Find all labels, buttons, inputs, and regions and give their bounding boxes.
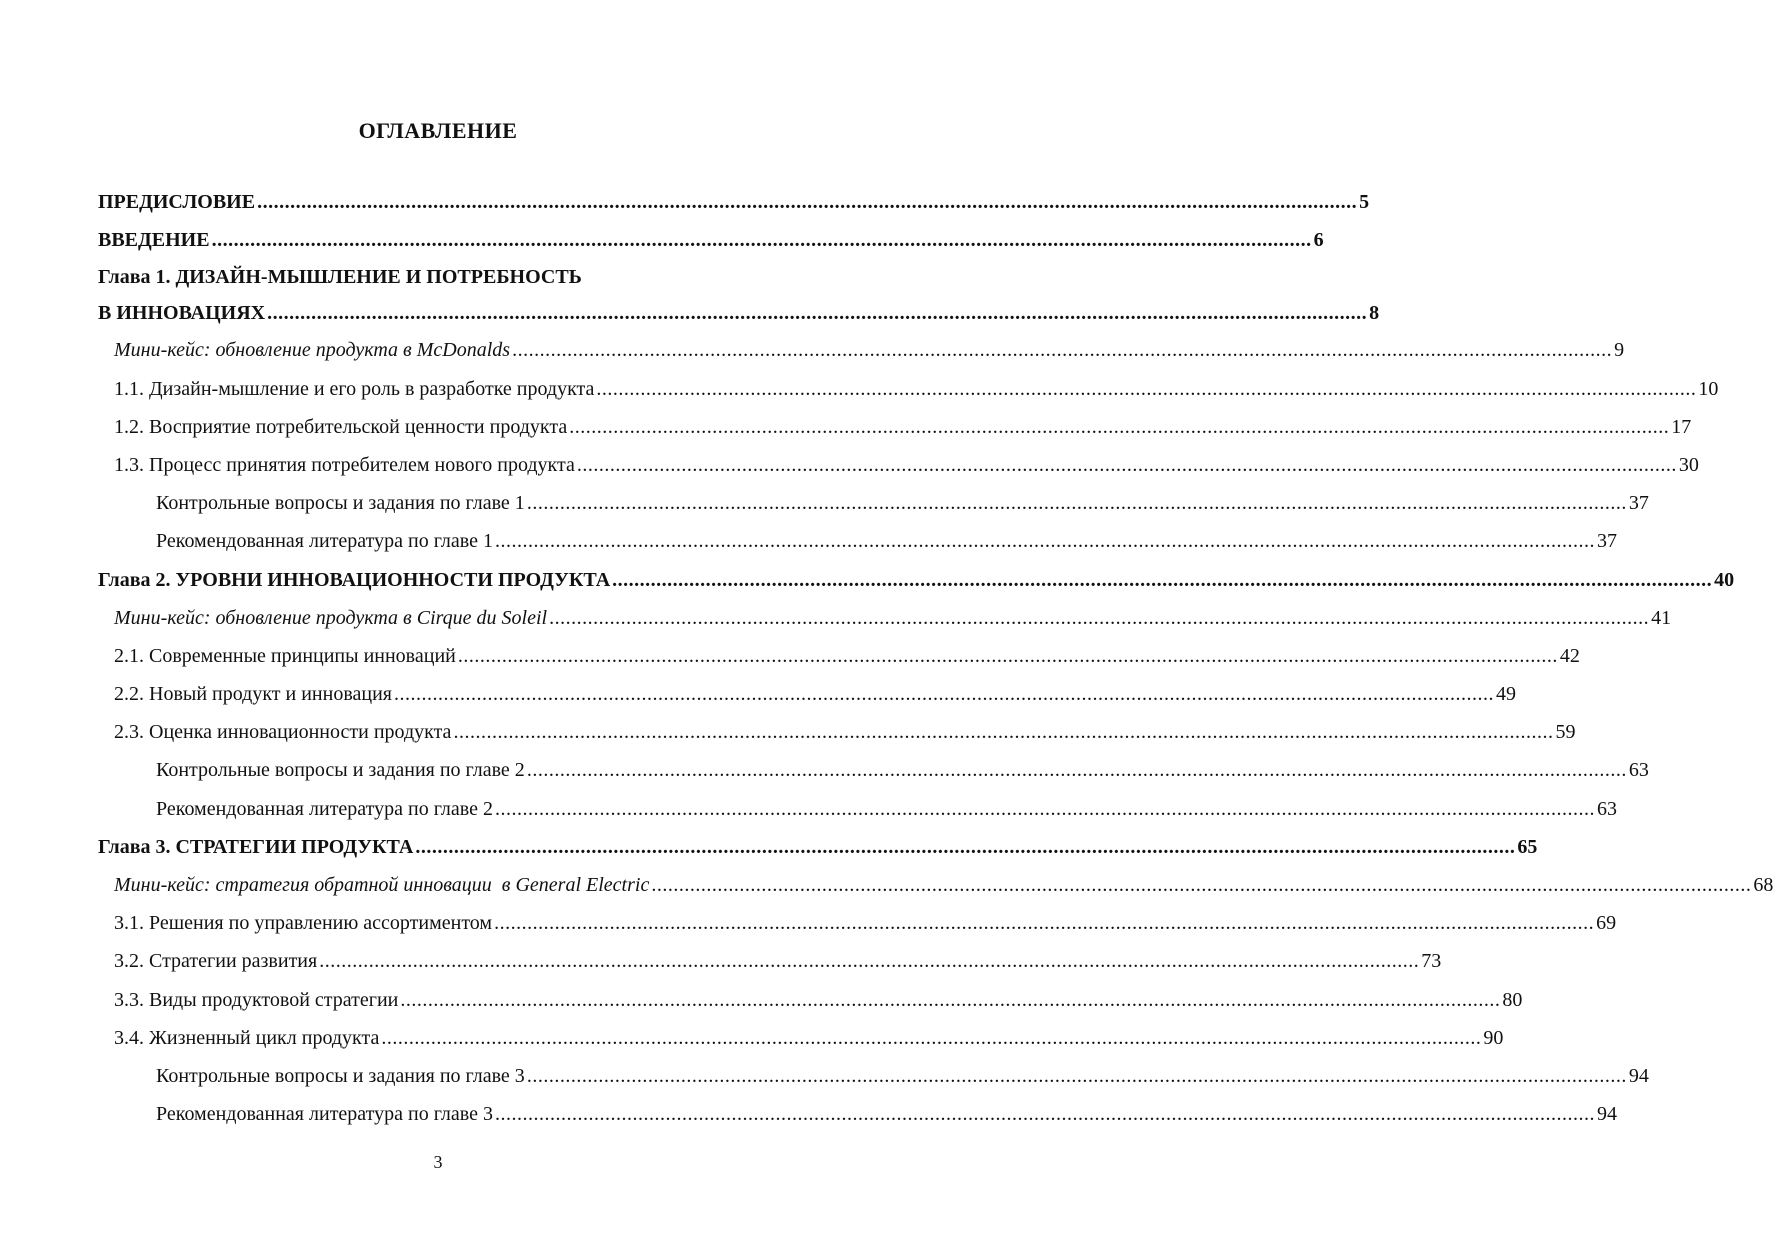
toc-entry-page: 63: [1596, 797, 1617, 820]
toc-entry-title: Рекомендованная литература по главе 1: [156, 530, 493, 553]
toc-entry-page: 69: [1596, 912, 1617, 935]
toc-entry-title: 2.1. Современные принципы инноваций: [114, 644, 456, 667]
toc-entry-page: 73: [1421, 950, 1442, 973]
leader-dots: ........................................................................................................................................................................................................: [400, 988, 1501, 1011]
toc-entry-questions-1[interactable]: [98, 484, 1649, 522]
toc-entry-title: 1.1. Дизайн-мышление и его роль в разработке продукта: [114, 377, 595, 400]
leader-dots: ........................................................................................................................................................................................................: [457, 644, 1558, 667]
leader-dots: ........................................................................................................................................................................................................: [651, 874, 1752, 896]
leader-dots: ........................................................................................................................................................................................................: [576, 453, 1677, 476]
leader-dots: ........................................................................................................................................................................................................: [394, 683, 1494, 706]
leader-dots: ........................................................................................................................................................................................................: [211, 229, 1312, 252]
toc-entry-page: 94: [1628, 1064, 1649, 1087]
toc-entry-title: 3.1. Решения по управлению ассортиментом: [114, 912, 493, 935]
toc-entry-minicase-1[interactable]: [98, 331, 1625, 369]
toc-entry-title: Мини-кейс: обновление продукта в McDonalds: [114, 339, 511, 362]
leader-dots: ........................................................................................................................................................................................................: [526, 1064, 1627, 1087]
toc-entry-title: 1.3. Процесс принятия потребителем нового продукта: [114, 453, 575, 476]
leader-dots: ........................................................................................................................................................................................................: [596, 377, 1697, 400]
toc-entry-title-line1: Глава 1. ДИЗАЙН-МЫШЛЕНИЕ И ПОТРЕБНОСТЬ: [98, 266, 582, 289]
leader-dots: ........................................................................................................................................................................................................: [526, 492, 1627, 515]
toc-entry-page: 59: [1555, 721, 1576, 744]
toc-entry-title: 3.2. Стратегии развития: [114, 950, 318, 973]
toc-entry-page: 90: [1483, 1026, 1504, 1049]
toc-entry-title: Глава 3. СТРАТЕГИИ ПРОДУКТА: [98, 835, 414, 858]
toc-entry-page: 94: [1596, 1103, 1617, 1126]
toc-entry-page: 30: [1678, 453, 1699, 476]
toc-entry-section-1-3[interactable]: [98, 446, 1699, 484]
toc-entry-title: ВВЕДЕНИЕ: [98, 229, 210, 252]
leader-dots: ........................................................................................................................................................................................................: [257, 191, 1358, 213]
toc-entry-page: 41: [1651, 606, 1672, 629]
toc-entry-page: 65: [1517, 835, 1538, 858]
toc-entry-introduction[interactable]: [98, 221, 1324, 259]
toc-entry-title: Рекомендованная литература по главе 3: [156, 1103, 493, 1126]
leader-dots: ........................................................................................................................................................................................................: [453, 721, 1554, 744]
leader-dots: ........................................................................................................................................................................................................: [512, 339, 1613, 362]
leader-dots: ........................................................................................................................................................................................................: [319, 950, 1420, 973]
toc-entry-literature-2[interactable]: [98, 790, 1617, 828]
toc-entry-minicase-2[interactable]: [98, 599, 1672, 637]
toc-entry-page: 5: [1359, 191, 1370, 213]
page-number: 3: [433, 1152, 443, 1172]
leader-dots: ........................................................................................................................................................................................................: [415, 835, 1516, 858]
toc-entry-section-3-4[interactable]: [98, 1019, 1504, 1057]
leader-dots: ........................................................................................................................................................................................................: [267, 302, 1368, 325]
toc-entry-literature-1[interactable]: [98, 522, 1617, 560]
toc-entry-title: 3.3. Виды продуктовой стратегии: [114, 988, 399, 1011]
toc-entry-page: 8: [1369, 302, 1380, 325]
toc-entry-title: Контрольные вопросы и задания по главе 3: [156, 1064, 525, 1087]
toc-entry-page: 6: [1313, 229, 1324, 252]
leader-dots: ........................................................................................................................................................................................................: [494, 530, 1595, 553]
toc-entry-section-1-2[interactable]: [98, 408, 1692, 446]
toc-entry-title: Контрольные вопросы и задания по главе 1: [156, 492, 525, 515]
toc-entry-chapter-1[interactable]: [98, 259, 1380, 331]
toc-entry-preface[interactable]: [98, 183, 1370, 221]
toc-entry-page: 10: [1698, 377, 1719, 400]
toc-entry-title: Глава 2. УРОВНИ ИННОВАЦИОННОСТИ ПРОДУКТА: [98, 568, 611, 591]
toc-entry-section-3-1[interactable]: [98, 904, 1617, 942]
leader-dots: ........................................................................................................................................................................................................: [381, 1026, 1482, 1049]
toc-entry-page: 9: [1614, 339, 1625, 362]
toc-entry-section-1-1[interactable]: [98, 370, 1719, 408]
toc-entry-section-2-2[interactable]: [98, 675, 1516, 713]
toc-entry-title: 3.4. Жизненный цикл продукта: [114, 1026, 380, 1049]
toc-entry-title-line2: В ИННОВАЦИЯХ: [98, 302, 266, 325]
toc-entry-title: Мини-кейс: стратегия обратной инновации в General Electric: [114, 874, 650, 896]
toc-entry-page: 17: [1671, 415, 1692, 438]
toc-entry-page: 80: [1502, 988, 1523, 1011]
toc-heading: ОГЛАВЛЕНИЕ: [358, 118, 518, 143]
leader-dots: ........................................................................................................................................................................................................: [494, 797, 1595, 820]
toc-entry-chapter-3[interactable]: [98, 828, 1538, 866]
leader-dots: ........................................................................................................................................................................................................: [494, 912, 1595, 935]
toc-entry-chapter-2[interactable]: [98, 561, 1735, 599]
table-of-contents: [98, 183, 1773, 1133]
leader-dots: ........................................................................................................................................................................................................: [494, 1103, 1595, 1126]
toc-entry-title: 2.3. Оценка инновационности продукта: [114, 721, 452, 744]
toc-entry-section-3-2[interactable]: [98, 942, 1442, 980]
toc-entry-title: Рекомендованная литература по главе 2: [156, 797, 493, 820]
toc-entry-page: 42: [1559, 644, 1580, 667]
toc-entry-page: 49: [1496, 683, 1516, 706]
toc-entry-literature-3[interactable]: [98, 1095, 1617, 1133]
toc-entry-title: Мини-кейс: обновление продукта в Cirque du Soleil: [114, 606, 548, 629]
toc-entry-title: Контрольные вопросы и задания по главе 2: [156, 759, 525, 782]
toc-entry-section-3-3[interactable]: [98, 981, 1523, 1019]
toc-entry-questions-2[interactable]: [98, 751, 1649, 789]
toc-entry-minicase-3[interactable]: [98, 866, 1773, 904]
toc-entry-section-2-3[interactable]: [98, 713, 1576, 751]
toc-entry-title: 1.2. Восприятие потребительской ценности продукта: [114, 415, 568, 438]
leader-dots: ........................................................................................................................................................................................................: [549, 606, 1650, 629]
toc-entry-questions-3[interactable]: [98, 1057, 1649, 1095]
toc-entry-page: 40: [1714, 568, 1735, 591]
leader-dots: ........................................................................................................................................................................................................: [526, 759, 1627, 782]
toc-entry-title: ПРЕДИСЛОВИЕ: [98, 191, 256, 213]
toc-entry-title: 2.2. Новый продукт и инновация: [114, 683, 392, 706]
leader-dots: ........................................................................................................................................................................................................: [612, 568, 1713, 591]
toc-entry-page: 63: [1628, 759, 1649, 782]
toc-entry-page: 37: [1628, 492, 1649, 515]
leader-dots: ........................................................................................................................................................................................................: [569, 415, 1670, 438]
toc-entry-page: 68: [1753, 874, 1773, 896]
toc-entry-section-2-1[interactable]: [98, 637, 1580, 675]
toc-entry-page: 37: [1596, 530, 1617, 553]
